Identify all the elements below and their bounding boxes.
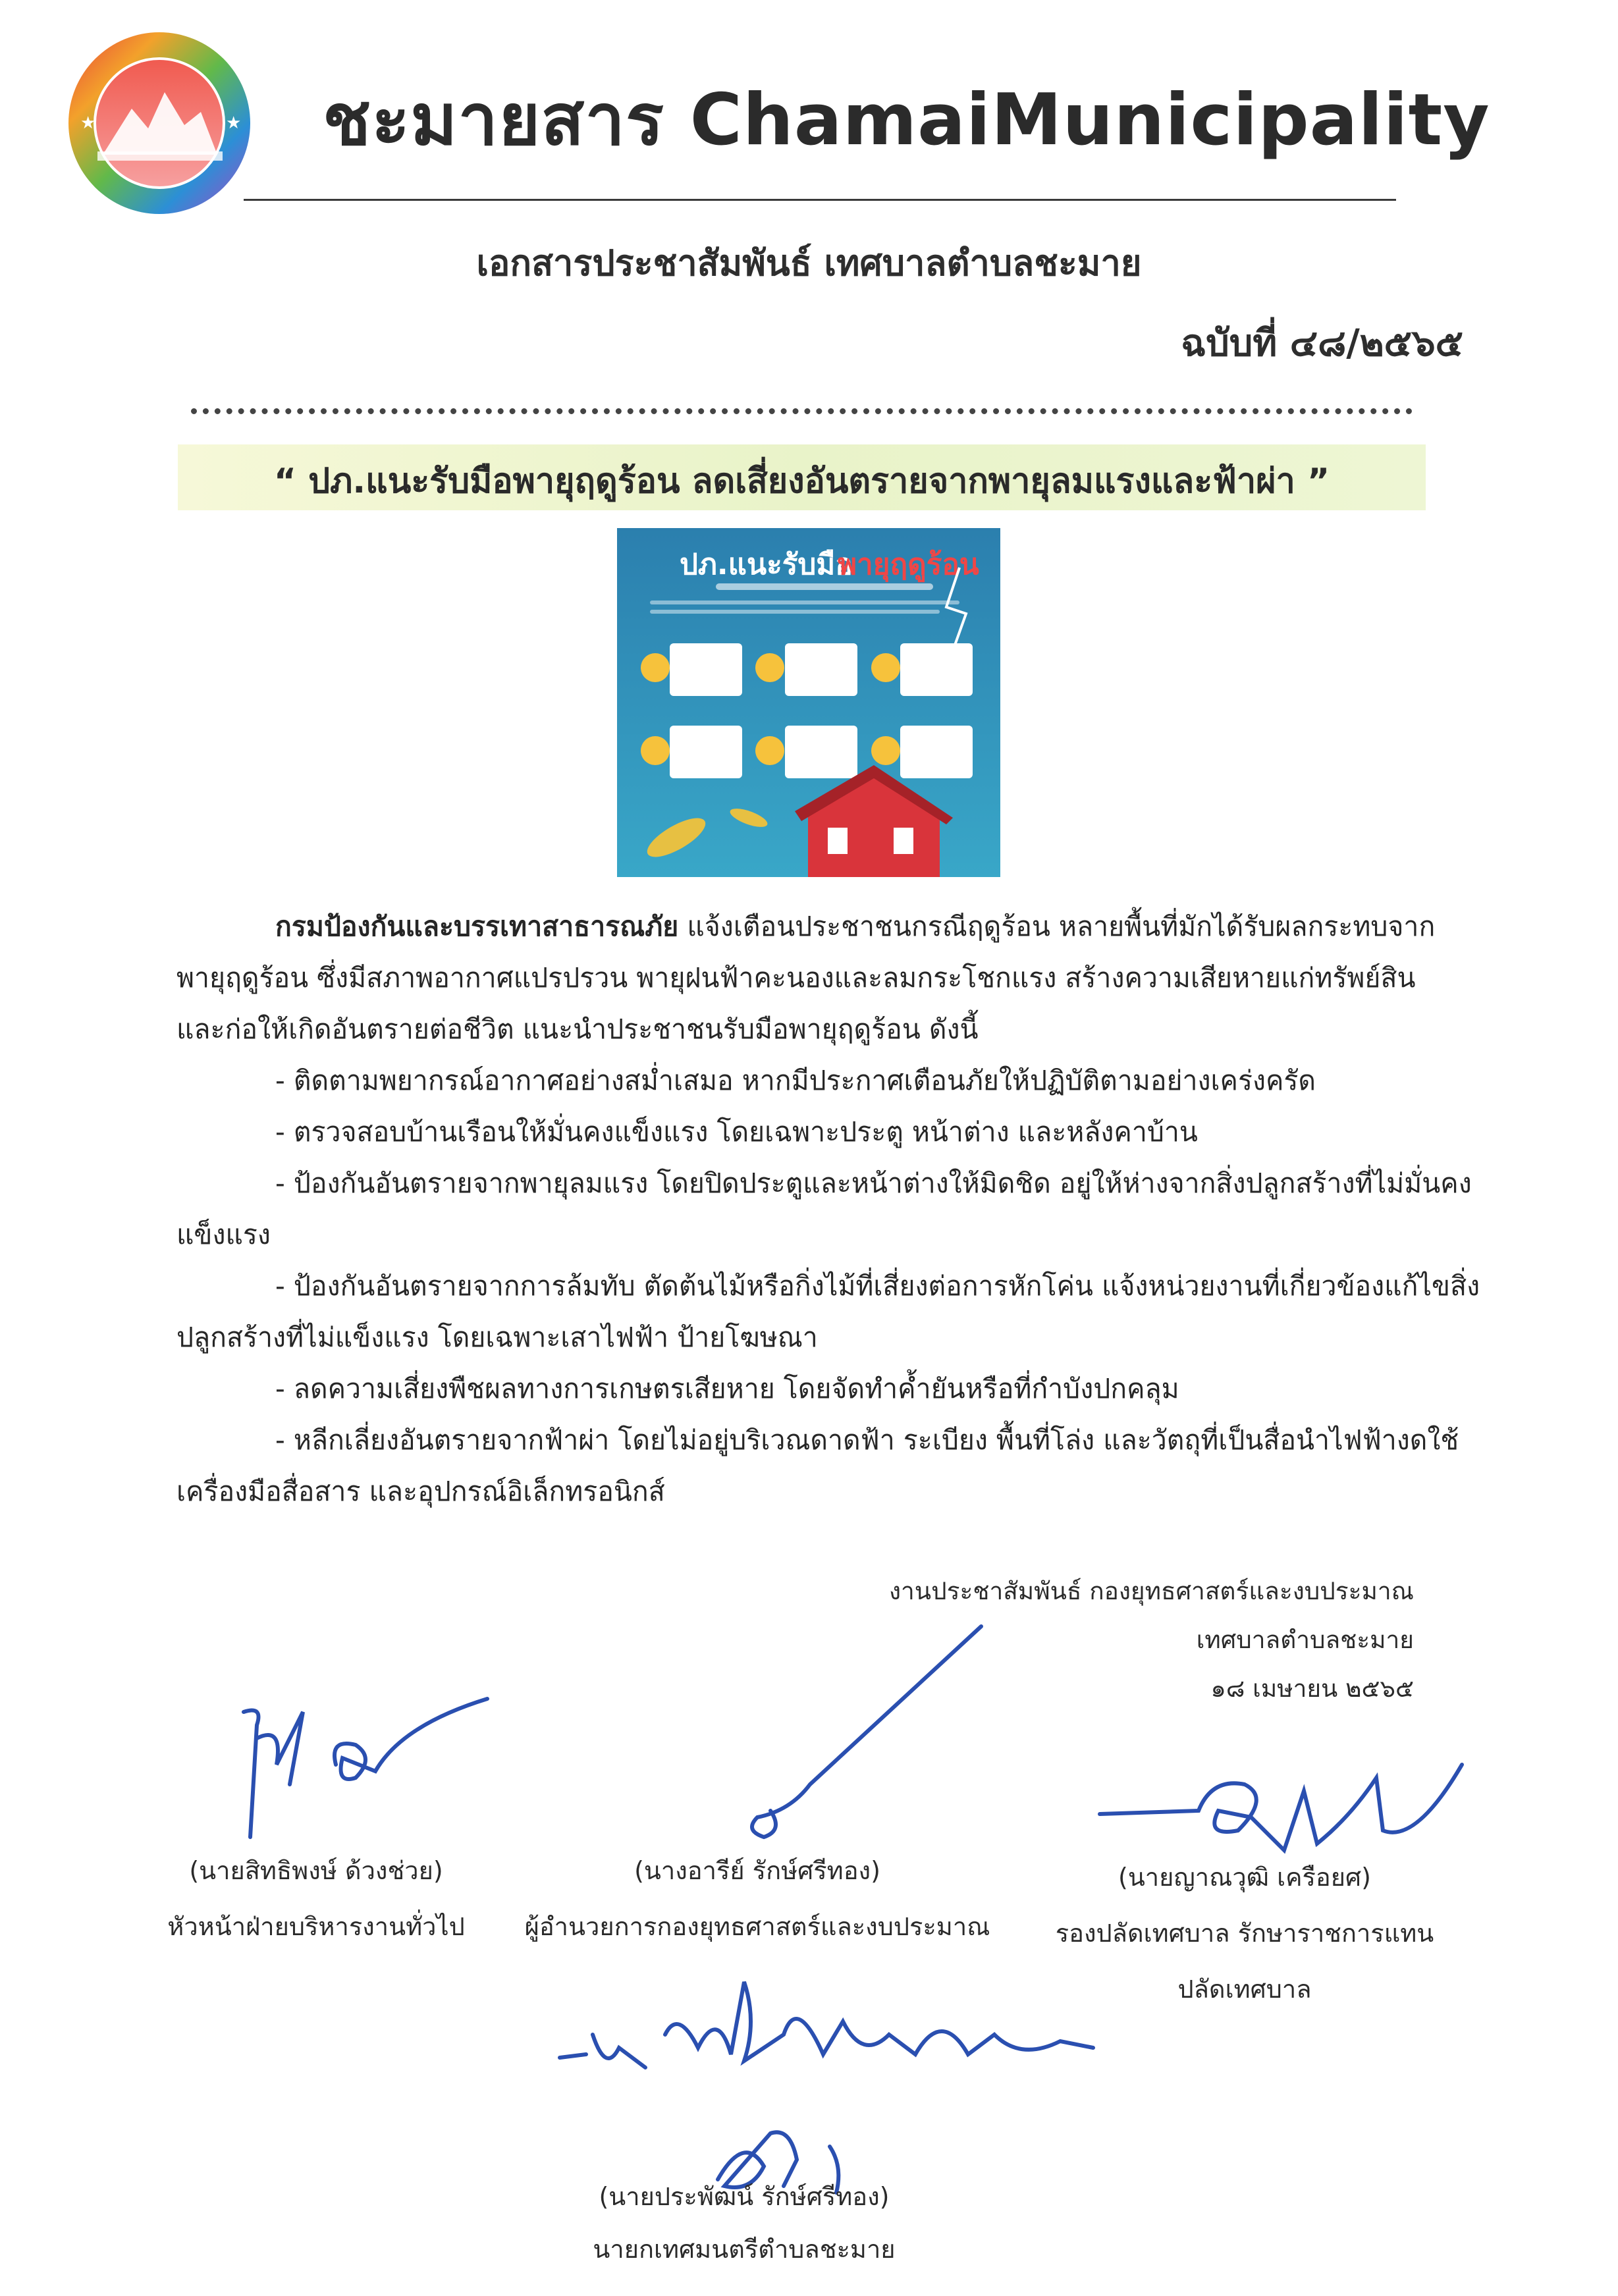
signatory-4-role: นายกเทศมนตรีตำบลชะมาย	[593, 2235, 896, 2264]
poster-title-part2: พายุฤดูร้อน	[838, 548, 979, 581]
advice-item-3-line-2: แข็งแรง	[176, 1219, 271, 1250]
signatory-3-role-2: ปลัดเทศบาล	[1177, 1975, 1312, 2004]
signatory-2-name: (นางอารีย์ รักษ์ศรีทอง)	[634, 1856, 880, 1885]
poster-title-part1: ปภ.แนะรับมือ	[680, 548, 853, 581]
signatory-3-name: (นายญาณวุฒิ เครือยศ)	[1118, 1863, 1371, 1892]
signatory-3-role: รองปลัดเทศบาล รักษาราชการแทน	[1055, 1919, 1434, 1948]
advice-item-2: - ตรวจสอบบ้านเรือนให้มั่นคงแข็งแรง โดยเฉพาะประตู หน้าต่าง และหลังคาบ้าน	[275, 1116, 1198, 1148]
signatory-4-name: (นายประพัฒน์ รักษ์ศรีทอง)	[599, 2182, 890, 2211]
issuer-unit: งานประชาสัมพันธ์ กองยุทธศาสตร์และงบประมาณ	[888, 1577, 1414, 1605]
masthead-title: ชะมายสาร ChamaiMunicipality	[323, 79, 1490, 161]
issuer-organization: เทศบาลตำบลชะมาย	[1196, 1626, 1414, 1654]
signatory-1-role: หัวหน้าฝ่ายบริหารงานทั่วไป	[167, 1912, 465, 1941]
signature-2	[731, 1620, 994, 1850]
masthead-divider	[244, 199, 1396, 201]
dotted-divider	[191, 408, 1413, 414]
advice-list	[176, 1055, 1480, 1517]
issue-date: ๑๘ เมษายน ๒๕๖๕	[1210, 1674, 1414, 1703]
advice-item-1: - ติดตามพยากรณ์อากาศอย่างสม่ำเสมอ หากมีประกาศเตือนภัยให้ปฏิบัติตามอย่างเคร่งครัด	[275, 1065, 1316, 1096]
advice-item-4-line-1: - ป้องกันอันตรายจากการล้มทับ ตัดต้นไม้หรือกิ่งไม้ที่เสี่ยงต่อการหักโค่น แจ้งหน่วยงานที่เกี่ยวข้องแก้ไขสิ่ง	[275, 1270, 1480, 1302]
advice-item-3-line-1: - ป้องกันอันตรายจากพายุลมแรง โดยปิดประตูและหน้าต่างให้มิดชิด อยู่ให้ห่างจากสิ่งปลูกสร้างที่ไม่มั่นคง	[275, 1167, 1472, 1199]
signatory-2-role: ผู้อำนวยการกองยุทธศาสตร์และงบประมาณ	[524, 1912, 990, 1941]
document-subtitle: เอกสารประชาสัมพันธ์ เทศบาลตำบลชะมาย	[476, 242, 1142, 284]
intro-line-1-text: แจ้งเตือนประชาชนกรณีฤดูร้อน หลายพื้นที่มักได้รับผลกระทบจาก	[678, 911, 1436, 942]
advice-item-5: - ลดความเสี่ยงพืชผลทางการเกษตรเสียหาย โดยจัดทำค้ำยันหรือที่กำบังปกคลุม	[275, 1373, 1179, 1404]
headline: “ ปภ.แนะรับมือพายุฤดูร้อน ลดเสี่ยงอันตรายจากพายุลมแรงและฟ้าผ่า ”	[273, 462, 1330, 501]
intro-line-1	[176, 901, 1436, 952]
advice-item-6-line-2: เครื่องมือสื่อสาร และอุปกรณ์อิเล็กทรอนิกส์	[176, 1476, 665, 1507]
department-name: กรมป้องกันและบรรเทาสาธารณภัย	[275, 911, 679, 942]
advice-item-4-line-2: ปลูกสร้างที่ไม่แข็งแรง โดยเฉพาะเสาไฟฟ้า ป้ายโฆษณา	[176, 1322, 818, 1353]
body-intro	[176, 901, 1436, 1055]
signature-1	[204, 1686, 500, 1844]
signatory-1-name: (นายสิทธิพงษ์ ด้วงช่วย)	[189, 1856, 443, 1885]
issue-number: ฉบับที่ ๔๘/๒๕๖๕	[1181, 322, 1463, 365]
advice-item-6-line-1: - หลีกเลี่ยงอันตรายจากฟ้าผ่า โดยไม่อยู่บริเวณดาดฟ้า ระเบียง พื้นที่โล่ง และวัตถุที่เป็นสื่อนำไฟฟ้างดใช้	[275, 1424, 1459, 1456]
svg-text:★: ★	[226, 113, 242, 133]
svg-text:★: ★	[80, 113, 96, 133]
signature-4	[547, 1969, 1106, 2206]
storm-infographic-poster	[617, 528, 1000, 877]
intro-line-3: และก่อให้เกิดอันตรายต่อชีวิต แนะนำประชาชนรับมือพายุฤดูร้อน ดังนี้	[176, 1013, 979, 1045]
municipality-seal-logo	[66, 30, 254, 217]
intro-line-2: พายุฤดูร้อน ซึ่งมีสภาพอากาศแปรปรวน พายุฝนฟ้าคะนองและลมกระโชกแรง สร้างความเสียหายแก่ทรัพย์สิน	[176, 962, 1416, 994]
signature-3	[1087, 1751, 1469, 1870]
